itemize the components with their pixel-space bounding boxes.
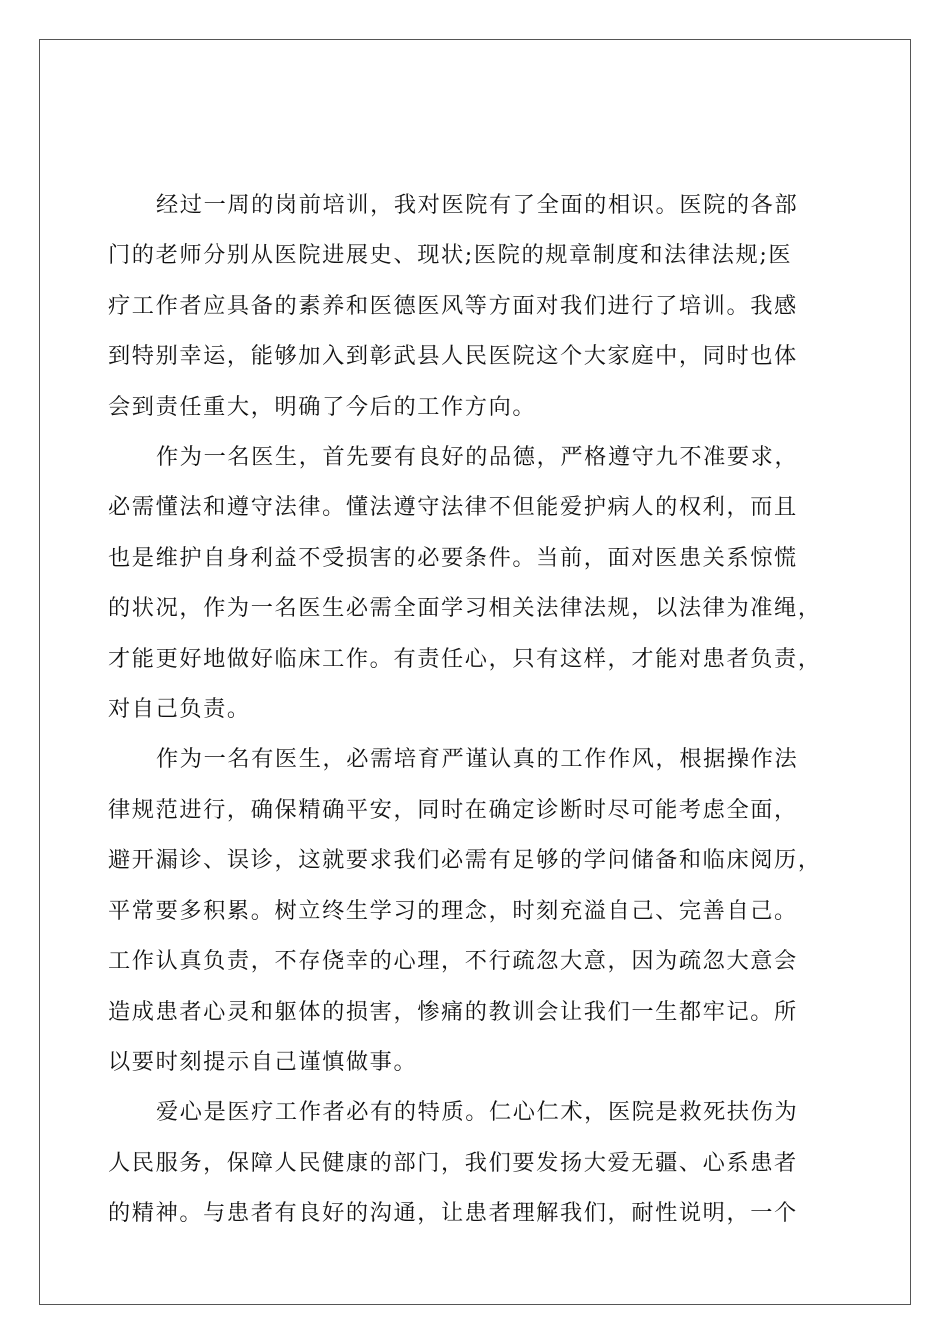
paragraph-line: 的状况，作为一名医生必需全面学习相关法律法规，以法律为准绳，	[108, 595, 822, 622]
paragraph-line: 避开漏诊、误诊，这就要求我们必需有足够的学问储备和临床阅历，	[108, 847, 822, 874]
paragraph-line: 造成患者心灵和躯体的损害，惨痛的教训会让我们一生都牢记。所	[108, 998, 798, 1025]
paragraph-line: 到特别幸运，能够加入到彰武县人民医院这个大家庭中，同时也体	[108, 343, 798, 370]
paragraph-line: 平常要多积累。树立终生学习的理念，时刻充溢自己、完善自己。	[108, 897, 798, 924]
paragraph-2	[108, 432, 822, 734]
paragraph-line: 人民服务，保障人民健康的部门，我们要发扬大爱无疆、心系患者	[108, 1149, 798, 1176]
paragraph-line: 爱心是医疗工作者必有的特质。仁心仁术，医院是救死扶伤为	[156, 1099, 799, 1126]
paragraph-line: 的精神。与患者有良好的沟通，让患者理解我们，耐性说明，一个	[108, 1200, 798, 1227]
document-body	[108, 180, 822, 1239]
paragraph-4	[108, 1087, 808, 1238]
paragraph-line: 也是维护自身利益不受损害的必要条件。当前，面对医患关系惊慌	[108, 544, 798, 571]
paragraph-line: 工作认真负责，不存侥幸的心理，不行疏忽大意，因为疏忽大意会	[108, 948, 798, 975]
paragraph-line: 以要时刻提示自己谨慎做事。	[108, 1048, 418, 1075]
paragraph-line: 对自己负责。	[108, 696, 251, 723]
paragraph-line: 经过一周的岗前培训，我对医院有了全面的相识。医院的各部	[156, 192, 799, 218]
paragraph-line: 会到责任重大，明确了今后的工作方向。	[108, 393, 537, 420]
paragraph-line: 门的老师分别从医院进展史、现状;医院的规章制度和法律法规;医	[108, 242, 793, 269]
paragraph-3	[108, 734, 822, 1087]
paragraph-line: 疗工作者应具备的素养和医德医风等方面对我们进行了培训。我感	[108, 292, 798, 319]
paragraph-1	[108, 180, 808, 432]
paragraph-line: 作为一名医生，首先要有良好的品德，严格遵守九不准要求，	[156, 444, 799, 471]
paragraph-line: 必需懂法和遵守法律。懂法遵守法律不但能爱护病人的权利，而且	[108, 494, 798, 521]
paragraph-line: 律规范进行，确保精确平安，同时在确定诊断时尽可能考虑全面，	[108, 796, 798, 823]
paragraph-line: 才能更好地做好临床工作。有责任心，只有这样，才能对患者负责，	[108, 645, 822, 672]
paragraph-line: 作为一名有医生，必需培育严谨认真的工作作风，根据操作法	[156, 746, 799, 773]
